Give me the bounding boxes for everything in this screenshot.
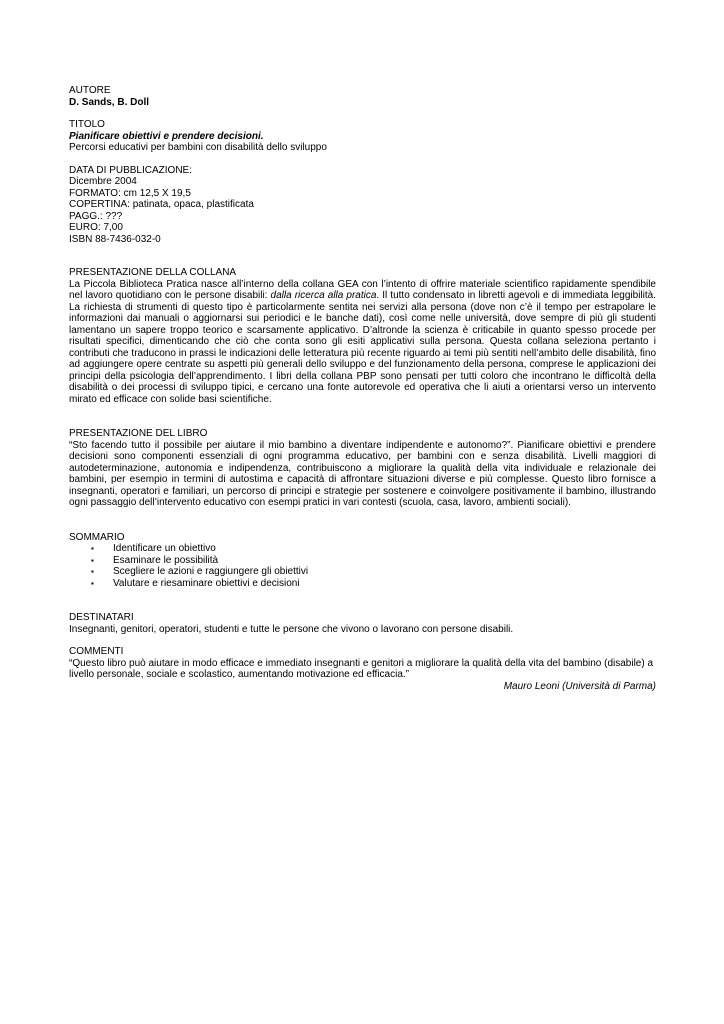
commenti-heading: COMMENTI [69, 646, 124, 657]
collana-heading: PRESENTAZIONE DELLA COLLANA [69, 267, 237, 278]
bullet-icon: ▪ [91, 567, 94, 576]
list-item-label: Esaminare le possibilità [113, 554, 219, 566]
autore-value: D. Sands, B. Doll [69, 96, 150, 108]
collana-text [69, 279, 656, 406]
sommario-heading: SOMMARIO [69, 531, 125, 543]
list-item-label: Valutare e riesaminare obiettivi e decisioni [113, 577, 300, 589]
document-content [69, 85, 656, 692]
list-item [69, 578, 656, 590]
collana-section [69, 267, 656, 405]
autore-section [69, 85, 656, 108]
destinatari-section [69, 612, 656, 635]
publication-section [69, 165, 656, 246]
bullet-icon: ▪ [91, 555, 94, 565]
format-info: FORMATO: cm 12,5 X 19,5 [69, 187, 191, 199]
commenti-section [69, 646, 656, 692]
destinatari-heading: DESTINATARI [69, 612, 134, 623]
destinatari-text: Insegnanti, genitori, operatori, studenti e tutte le persone che vivono o lavorano con persone disabili. [69, 623, 514, 635]
titolo-section [69, 119, 656, 154]
autore-heading: AUTORE [69, 85, 111, 96]
collana-text-after: . Il tutto condensato in libretti agevoli e di immediata leggibilità. La richiesta di strumenti di questo tipo è particolarmente sentita nei servizi alla persona (dove non c’è il tempo per estrapolare le informazioni dai manuali o aggiornarsi sui periodici e le banche dati), così come nelle università, dove sempre di più gli studenti lamentano un sapere troppo teorico e scarsamente applicativo. D’altronde la scienza è criticabile in quanto spesso procede per risultati specifici, dimenticando che ciò che conta sono gli esiti applicativi sulla persona. Questa collana seleziona pertanto i contributi che traducono in prassi le indicazioni delle letteratura più recente riguardo ai temi più sentiti nell’ambito delle disabilità, fino ad aggiungere opere centrate su aspetti più generali dello sviluppo e del funzionamento della persona, comprese le applicazioni dei principi della psicologia dell’apprendimento. I libri della collana PBP sono pensati per tutti coloro che incontrano le difficoltà della disabilità o dei processi di sviluppo tipici, e cercano una fonte autorevole ed operativa che li aiuti a orientarsi verso un intervento mirato ed efficace con solide basi scientifiche. [69, 290, 656, 405]
commenti-author: Mauro Leoni (Università di Parma) [503, 680, 656, 692]
list-item-label: Identificare un obiettivo [113, 543, 216, 554]
libro-text: “Sto facendo tutto il possibile per aiutare il mio bambino a diventare indipendente e autonomo?”. Pianificare obiettivi e prendere decisioni sono componenti essenziali di ogni programma educativo, per bambini con e senza disabilità. Livelli maggiori di autodeterminazione, autonomia e indipendenza, contribuiscono a migliorare la qualità della vita individuale e relazionale dei bambini, per esempio in termini di autostima e capacità di affrontare situazioni diverse e più complesse. Questo libro fornisce a insegnanti, operatori e familiari, un percorso di principi e strategie per sostenere e coinvolgere positivamente il bambino, illustrando ogni passaggio dell’intervento educativo con esempi pratici in vari contesti (scuola, casa, lavoro, ambienti sociali). [69, 439, 656, 508]
libro-section [69, 428, 656, 509]
sommario-list [69, 543, 656, 589]
bullet-icon: ▪ [91, 544, 94, 553]
price-info: EURO: 7,00 [69, 222, 123, 233]
pages-info: PAGG.: ??? [69, 210, 123, 222]
list-item-label: Scegliere le azioni e raggiungere gli obiettivi [113, 566, 309, 577]
list-item [69, 566, 656, 578]
book-subtitle: Percorsi educativi per bambini con disabilità dello sviluppo [69, 142, 327, 153]
collana-text-before: La Piccola Biblioteca Pratica nasce all’interno della collana GEA con l’intento di offrire materiale scientifico rapidamente spendibile nel lavoro quotidiano con le persone disabili: [69, 278, 656, 301]
book-title: Pianificare obiettivi e prendere decisioni. [69, 130, 264, 142]
collana-text-italic: dalla ricerca alla pratica [270, 290, 377, 301]
commenti-text: “Questo libro può aiutare in modo efficace e immediato insegnanti e genitori a migliorare la qualità della vita del bambino (disabile) a livello personale, sociale e scolastico, aumentando motivazione ed efficacia.” [69, 657, 654, 680]
list-item [69, 555, 656, 567]
sommario-section [69, 532, 656, 590]
isbn-info: ISBN 88-7436-032-0 [69, 233, 161, 245]
list-item [69, 543, 656, 555]
titolo-heading: TITOLO [69, 119, 105, 130]
libro-heading: PRESENTAZIONE DEL LIBRO [69, 428, 208, 439]
publication-date: Dicembre 2004 [69, 176, 137, 187]
cover-info: COPERTINA: patinata, opaca, plastificata [69, 199, 254, 210]
publication-heading: DATA DI PUBBLICAZIONE: [69, 164, 192, 176]
bullet-icon: ▪ [91, 578, 94, 588]
